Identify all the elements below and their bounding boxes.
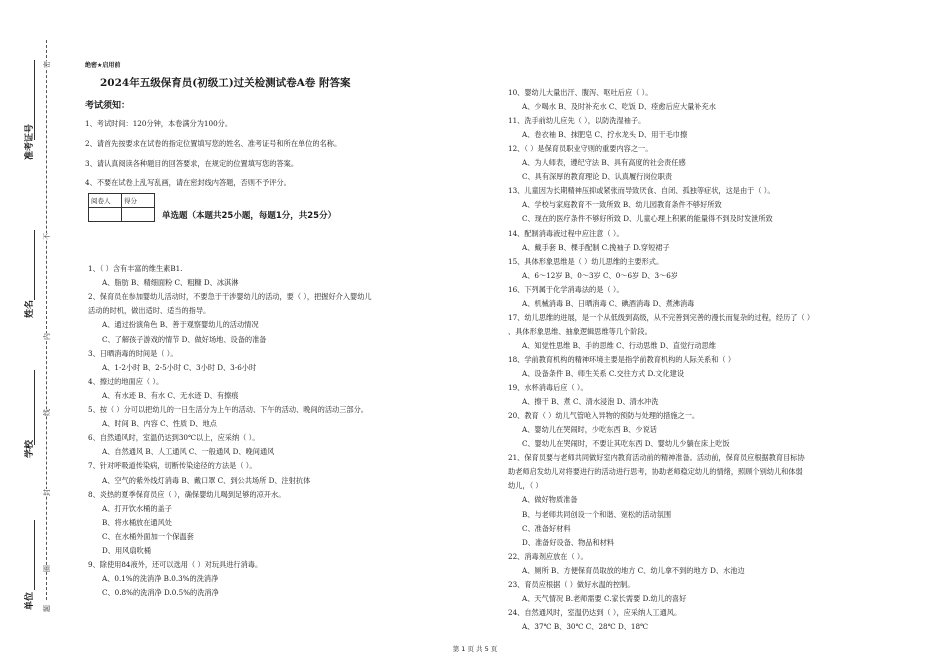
question-line: 13、儿童因为长期精神压抑或紧张而导致厌食、自闭、孤独等症状，这是由于（ ）。 bbox=[508, 186, 775, 196]
school-label: 学校 bbox=[25, 439, 35, 458]
question-line: A、天气情况 B.老师需要 C.家长需要 D.幼儿的喜好 bbox=[522, 593, 687, 603]
question-line: A、6～12岁 B、0～3岁 C、0～6岁 D、3～6岁 bbox=[522, 270, 678, 280]
seal-mark: 内 bbox=[43, 333, 51, 340]
question-line: D、准备好设备、物品和材料 bbox=[522, 537, 615, 547]
question-line: A、学校与家庭教育不一致所致 B、幼儿园教育条件不够好所致 bbox=[522, 200, 722, 210]
question-line: 15、具体形象思维是（ ）幼儿思维的主要形式。 bbox=[508, 256, 664, 266]
seal-mark: 封 bbox=[43, 489, 51, 496]
unit-blank bbox=[34, 520, 35, 590]
question-line: 10、婴幼儿大量出汗、腹泻、呕吐后应（ ）。 bbox=[508, 88, 653, 97]
name-blank bbox=[34, 230, 35, 300]
binding-strip bbox=[0, 0, 80, 671]
question-line: C、现在的医疗条件不够好所致 D、儿童心理上积累的能量得不到及时发泄所致 bbox=[522, 214, 773, 224]
name-label: 姓名 bbox=[25, 299, 35, 318]
question-line: 助老师启发幼儿对将要进行的活动进行思考，协助老师稳定幼儿的情绪，照顾个别幼儿和体弱 bbox=[508, 467, 803, 477]
score-table bbox=[88, 193, 155, 222]
notice-heading: 考试须知： bbox=[85, 101, 131, 111]
question-line: A、有水迹 B、有水 C、无水迹 D、有擦痕 bbox=[102, 390, 239, 400]
question-line: 24、自然通风时，室温仍达到（ ），应采纳人工通风。 bbox=[508, 607, 682, 617]
notice-item: 1、考试时间：120分钟，本卷满分为100分。 bbox=[85, 119, 233, 128]
score-blank[interactable] bbox=[122, 208, 155, 222]
question-line: A、机械消毒 B、日晒消毒 C、碘酒消毒 D、煮沸消毒 bbox=[522, 298, 695, 308]
question-line: 3、日晒消毒的时间是（ ）。 bbox=[88, 348, 178, 358]
question-line: A、打开饮水桶的盖子 bbox=[102, 503, 172, 513]
question-line: A、1-2小时 B、2-5小时 C、3小时 D、3-6小时 bbox=[102, 362, 257, 372]
question-line: A、卷衣袖 B、抹肥皂 C、拧水龙头 D、用干毛巾擦 bbox=[522, 130, 688, 140]
question-line: 4、擦过的地面应（ ）。 bbox=[88, 376, 164, 386]
question-line: A、婴幼儿在哭闹时，少吃东西 B、少说话 bbox=[522, 425, 657, 435]
reviewer-cell: 阅卷人 bbox=[89, 194, 122, 208]
question-line: D、用风扇吹桶 bbox=[102, 546, 151, 555]
question-line: A、自然通风 B、人工通风 C、一般通风 D、晚间通风 bbox=[102, 447, 275, 457]
question-line: A、37℃ B、30℃ C、28℃ D、18℃ bbox=[522, 621, 649, 631]
question-line: A、戴手套 B、棵手配制 C.挽袖子 D.穿短裙子 bbox=[522, 242, 670, 252]
unit-label: 单位 bbox=[25, 591, 35, 610]
question-line: 7、针对呼吸道传染病，切断传染途径的方法是（ ）。 bbox=[88, 461, 257, 471]
question-line: 17、幼儿思维的进展，是一个从低级到高级，从不完善到完善的漫长而复杂的过程，经历了（ ） bbox=[508, 312, 815, 322]
notice-item: 3、请认真阅读各种题目的回答要求，在规定的位置填写您的答案。 bbox=[85, 159, 299, 168]
question-line: C、婴幼儿在哭闹时，不要让其吃东西 D、婴幼儿少躺在床上吃饭 bbox=[522, 439, 730, 449]
question-line: 6、自然通风时，室温仍达到30℃以上，应采纳（ ）。 bbox=[88, 433, 260, 443]
question-line: 19、水杯消毒后应（ ）。 bbox=[508, 383, 588, 393]
question-line: 1、（ ）含有丰富的维生素B1. bbox=[88, 264, 183, 273]
exam-number-label: 准考证号 bbox=[25, 123, 35, 160]
question-line: 2、保育员在参加婴幼儿活动时，不要急于干涉婴幼儿的活动，要（ ），把握好介入婴幼儿 bbox=[88, 292, 372, 302]
question-line: C、在水桶外面加一个保温套 bbox=[102, 531, 194, 541]
score-cell: 得分 bbox=[122, 194, 155, 208]
question-line: 9、除使用84液外，还可以选用（ ）对玩具进行消毒。 bbox=[88, 560, 263, 570]
question-line: A、0.1%的洗消净 B.0.3%的洗消净 bbox=[102, 574, 219, 584]
notice-item: 2、请首先按要求在试卷的指定位置填写您的姓名、准考证号和所在单位的名称。 bbox=[85, 139, 342, 148]
question-line: 、具体形象思维、抽象逻辑思维等几个阶段。 bbox=[508, 326, 652, 336]
question-line: A、时间 B、内容 C、性质 D、地点 bbox=[102, 419, 217, 429]
question-line: A、空气的紫外线灯消毒 B、戴口罩 C、到公共场所 D、注射抗体 bbox=[102, 475, 311, 485]
question-line: 21、保育员要与老师共同做好室内教育活动前的精神准备。活动前，保育员应根据教育目标协 bbox=[508, 453, 805, 463]
exam-number-blank bbox=[34, 60, 35, 140]
question-line: A、擦干 B、煮 C、清水浸泡 D、清水冲洗 bbox=[522, 397, 659, 407]
question-line: C、了解孩子游戏的情节 D、做好场地、设备的准备 bbox=[102, 334, 267, 344]
question-line: A、通过扮演角色 B、善于观察婴幼儿的活动情况 bbox=[102, 320, 259, 330]
question-line: 活动的时机，做出适时、适当的指导。 bbox=[88, 306, 211, 316]
question-line: 幼儿，（ ） bbox=[508, 481, 543, 491]
seal-mark: 题 bbox=[43, 605, 51, 612]
section-title: 单选题（本题共25小题，每题1分，共25分） bbox=[162, 211, 337, 221]
question-line: 14、配制消毒液过程中应注意（ ）。 bbox=[508, 228, 624, 238]
seal-mark: 圈 bbox=[43, 565, 51, 572]
seal-line bbox=[46, 40, 47, 600]
seal-mark: 线 bbox=[43, 409, 51, 416]
school-blank bbox=[34, 370, 35, 445]
question-line: C、0.8%的洗消净 D.0.5%的洗消净 bbox=[102, 588, 219, 598]
question-line: A、做好物质准备 bbox=[522, 495, 578, 505]
question-line: A、设备条件 B、师生关系 C.交往方式 D.文化建设 bbox=[522, 369, 685, 378]
seal-mark: 密 bbox=[43, 61, 51, 68]
question-line: A、少喝水 B、及时补充水 C、吃饭 D、痊愈后应大量补充水 bbox=[522, 102, 716, 112]
notice-item: 4、不要在试卷上乱写乱画，请在密封线内答题，否则不予评分。 bbox=[85, 178, 291, 187]
question-line: 5、按（ ）分可以把幼儿的一日生活分为上午的活动、下午的活动、晚间的活动三部分。 bbox=[88, 405, 368, 414]
question-line: A、知觉性思维 B、手的思维 C、行动思维 D、直觉行动思维 bbox=[522, 340, 716, 350]
question-line: B、与老师共同创设一个和谐、宽松的活动氛围 bbox=[522, 509, 672, 519]
seal-mark: 不 bbox=[43, 233, 51, 240]
question-line: 18、学前教育机构的精神环境主要是指学前教育机构的人际关系和（ ） bbox=[508, 354, 736, 364]
question-line: 20、教育（ ）幼儿气管呛入异物的预防与处理的措施之一。 bbox=[508, 411, 700, 421]
question-line: C、准备好材料 bbox=[522, 523, 571, 533]
question-line: 12、（ ）是保育员职业守则的重要内容之一。 bbox=[508, 144, 653, 154]
reviewer-blank[interactable] bbox=[89, 208, 122, 222]
confidential-label: 绝密★启用前 bbox=[85, 62, 121, 69]
page-footer: 第 1 页 共 5 页 bbox=[452, 645, 498, 653]
question-line: A、脂肪 B、精细面粉 C、粗糠 D、冰淇淋 bbox=[102, 278, 239, 288]
question-line: 8、炎热的夏季保育员应（ ），确保婴幼儿喝到足够的凉开水。 bbox=[88, 489, 286, 499]
question-line: B、将水桶放在通风处 bbox=[102, 517, 172, 527]
page-title: 2024年五级保育员(初级工)过关检测试卷A卷 附答案 bbox=[100, 77, 351, 89]
question-line: 11、洗手前幼儿应先（ ），以防洗湿袖子。 bbox=[508, 116, 646, 126]
question-line: A、厕所 B、方便保育员取放的地方 C、幼儿拿不到的地方 D、水池边 bbox=[522, 565, 745, 575]
question-line: 23、育员应根据（ ）做好水温的控制。 bbox=[508, 579, 635, 589]
question-line: 22、消毒剂应放在（ ）。 bbox=[508, 551, 588, 561]
question-line: 16、下列属于化学消毒法的是（ ）。 bbox=[508, 284, 624, 294]
question-line: A、为人师表，遵纪守法 B、具有高度的社会责任感 bbox=[522, 158, 686, 168]
question-line: C、具有深厚的教育理论 D、认真履行岗位职责 bbox=[522, 172, 673, 182]
